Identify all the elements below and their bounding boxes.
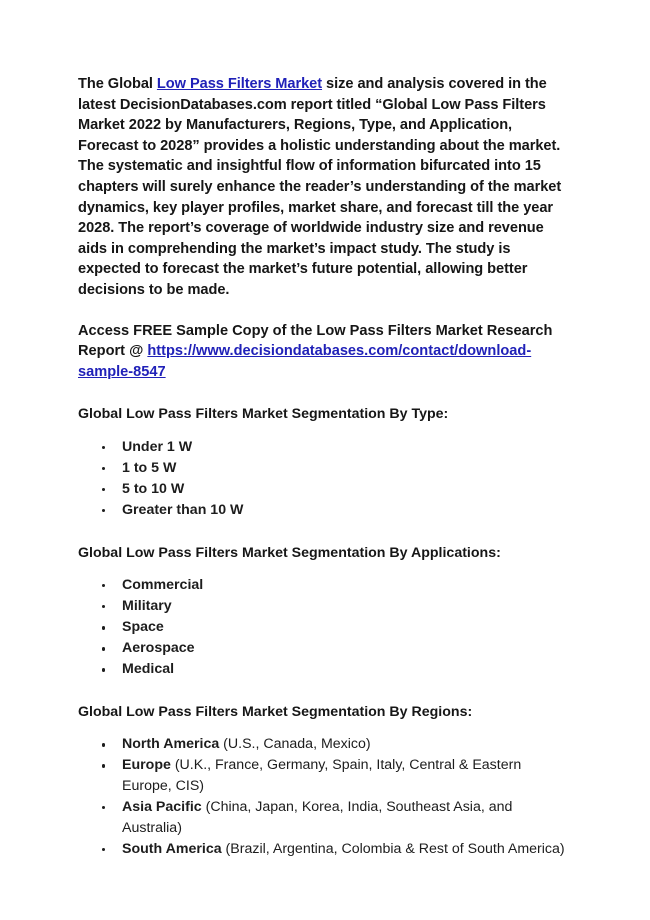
- list-item-term: Space: [122, 619, 164, 636]
- sample-copy-label: Access FREE Sample Copy of the Low Pass Filters Market Research Report @: [78, 322, 553, 360]
- list-item-term: Europe: [122, 757, 171, 774]
- list-item: [78, 755, 572, 796]
- section-heading-applications: Global Low Pass Filters Market Segmentation By Applications:: [78, 544, 501, 561]
- list-item-term: South America: [122, 840, 222, 857]
- list-item: [78, 659, 572, 680]
- list-item-term: Greater than 10 W: [122, 501, 244, 518]
- segmentation-list-regions: [78, 734, 572, 859]
- list-item-detail: (U.K., France, Germany, Spain, Italy, Central & Eastern Europe, CIS): [122, 757, 522, 794]
- list-item-term: Under 1 W: [122, 438, 193, 455]
- list-item-term: Military: [122, 598, 172, 615]
- list-item: [78, 437, 572, 458]
- list-item-detail: (U.S., Canada, Mexico): [219, 736, 371, 753]
- list-item-term: North America: [122, 736, 220, 753]
- list-item: [78, 500, 572, 521]
- list-item: [78, 617, 572, 638]
- list-item-term: Medical: [122, 661, 175, 678]
- intro-text-after-link: size and analysis covered in the latest DecisionDatabases.com report titled “Global Low Pass Filters Market 2022 by Manufacturers, Regions, Type, and Application, Forecast to 2028” provides a holistic understanding about the market. The systematic and insightful flow of information bifurcated into 15 chapters will surely enhance the reader’s understanding of the market dynamics, key player profiles, market share, and forecast till the year 2028. The report’s coverage of worldwide industry size and revenue aids in comprehending the market’s impact study. The study is expected to forecast the market’s future potential, allowing better decisions to be made.: [78, 76, 562, 298]
- segmentation-list-applications: [78, 575, 572, 680]
- section-heading-regions: Global Low Pass Filters Market Segmentation By Regions:: [78, 703, 473, 720]
- list-item: [78, 458, 572, 479]
- intro-text-before-link: The Global: [78, 76, 157, 92]
- list-item-term: 1 to 5 W: [122, 459, 177, 476]
- page-bottom-spacer: [78, 860, 572, 900]
- section-heading-type: Global Low Pass Filters Market Segmentation By Type:: [78, 406, 449, 423]
- list-item: [78, 734, 572, 755]
- list-item: [78, 596, 572, 617]
- low-pass-filters-market-link[interactable]: Low Pass Filters Market: [156, 76, 323, 92]
- list-item-term: Aerospace: [122, 640, 195, 657]
- sample-copy-block: [78, 321, 572, 383]
- intro-paragraph: [78, 74, 572, 301]
- list-item-term: Asia Pacific: [122, 799, 202, 816]
- list-item: [78, 479, 572, 500]
- list-item: [78, 797, 572, 838]
- list-item-term: 5 to 10 W: [122, 480, 185, 497]
- list-item: [78, 638, 572, 659]
- list-item: [78, 839, 572, 860]
- segmentation-list-type: [78, 437, 572, 521]
- list-item-term: Commercial: [122, 576, 204, 593]
- list-item-detail: (Brazil, Argentina, Colombia & Rest of South America): [221, 840, 565, 857]
- list-item: [78, 575, 572, 596]
- download-sample-link[interactable]: https://www.decisiondatabases.com/contact/download-sample-8547: [78, 343, 532, 380]
- document-content: [78, 74, 572, 900]
- list-item-detail: (China, Japan, Korea, India, Southeast Asia, and Australia): [122, 799, 513, 836]
